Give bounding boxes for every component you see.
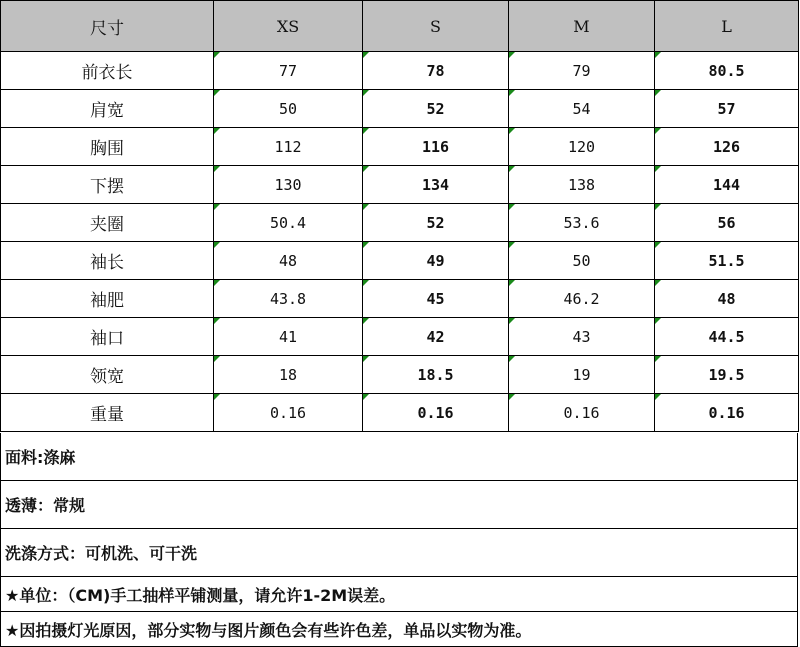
measurement-value: 19.5 — [655, 356, 799, 394]
measurement-value: 52 — [363, 204, 509, 242]
measurement-value: 144 — [655, 166, 799, 204]
measurement-value: 0.16 — [363, 394, 509, 432]
measurement-label: 袖长 — [1, 242, 214, 280]
measurement-value: 18.5 — [363, 356, 509, 394]
measurement-value: 49 — [363, 242, 509, 280]
measurement-label: 下摆 — [1, 166, 214, 204]
table-row — [1, 356, 799, 394]
measurement-label: 前衣长 — [1, 52, 214, 90]
measurement-value: 43.8 — [214, 280, 363, 318]
measurement-value: 78 — [363, 52, 509, 90]
measurement-label: 重量 — [1, 394, 214, 432]
measurement-value: 112 — [214, 128, 363, 166]
measurement-value: 56 — [655, 204, 799, 242]
measurement-value: 0.16 — [509, 394, 655, 432]
header-row — [1, 1, 799, 52]
measurement-value: 116 — [363, 128, 509, 166]
measurement-label: 夹圈 — [1, 204, 214, 242]
measurement-label: 领宽 — [1, 356, 214, 394]
table-row — [1, 242, 799, 280]
measurement-value: 50.4 — [214, 204, 363, 242]
size-xs-header: XS — [214, 1, 363, 52]
measurement-value: 19 — [509, 356, 655, 394]
measurement-value: 77 — [214, 52, 363, 90]
fabric-note: 面料:涤麻 — [0, 433, 798, 481]
measurement-value: 45 — [363, 280, 509, 318]
measurement-value: 0.16 — [655, 394, 799, 432]
table-row — [1, 394, 799, 432]
measurement-value: 43 — [509, 318, 655, 356]
measurement-value: 51.5 — [655, 242, 799, 280]
size-m-header: M — [509, 1, 655, 52]
measurement-value: 18 — [214, 356, 363, 394]
table-row — [1, 128, 799, 166]
color-difference-note: ★因拍摄灯光原因，部分实物与图片颜色会有些许色差，单品以实物为准。 — [0, 612, 798, 647]
measurement-value: 48 — [655, 280, 799, 318]
size-s-header: S — [363, 1, 509, 52]
size-column-header: 尺寸 — [1, 1, 214, 52]
measurement-value: 80.5 — [655, 52, 799, 90]
table-row — [1, 280, 799, 318]
measurement-value: 44.5 — [655, 318, 799, 356]
measurement-label: 肩宽 — [1, 90, 214, 128]
table-row — [1, 318, 799, 356]
measurement-value: 138 — [509, 166, 655, 204]
thickness-note: 透薄：常规 — [0, 481, 798, 529]
measurement-value: 126 — [655, 128, 799, 166]
measurement-value: 120 — [509, 128, 655, 166]
measurement-value: 42 — [363, 318, 509, 356]
measurement-value: 57 — [655, 90, 799, 128]
measurement-label: 胸围 — [1, 128, 214, 166]
measurement-value: 130 — [214, 166, 363, 204]
measurement-value: 0.16 — [214, 394, 363, 432]
measurement-value: 52 — [363, 90, 509, 128]
measurement-value: 41 — [214, 318, 363, 356]
measurement-value: 134 — [363, 166, 509, 204]
unit-note: ★单位：（CM)手工抽样平铺测量，请允许1-2M误差。 — [0, 577, 798, 612]
table-row — [1, 90, 799, 128]
measurement-value: 50 — [509, 242, 655, 280]
table-row — [1, 204, 799, 242]
measurement-value: 54 — [509, 90, 655, 128]
measurement-value: 53.6 — [509, 204, 655, 242]
washing-note: 洗涤方式：可机洗、可干洗 — [0, 529, 798, 577]
measurement-value: 50 — [214, 90, 363, 128]
size-l-header: L — [655, 1, 799, 52]
table-row — [1, 52, 799, 90]
measurement-value: 46.2 — [509, 280, 655, 318]
table-row — [1, 166, 799, 204]
measurement-label: 袖口 — [1, 318, 214, 356]
measurement-label: 袖肥 — [1, 280, 214, 318]
measurement-value: 79 — [509, 52, 655, 90]
measurement-value: 48 — [214, 242, 363, 280]
